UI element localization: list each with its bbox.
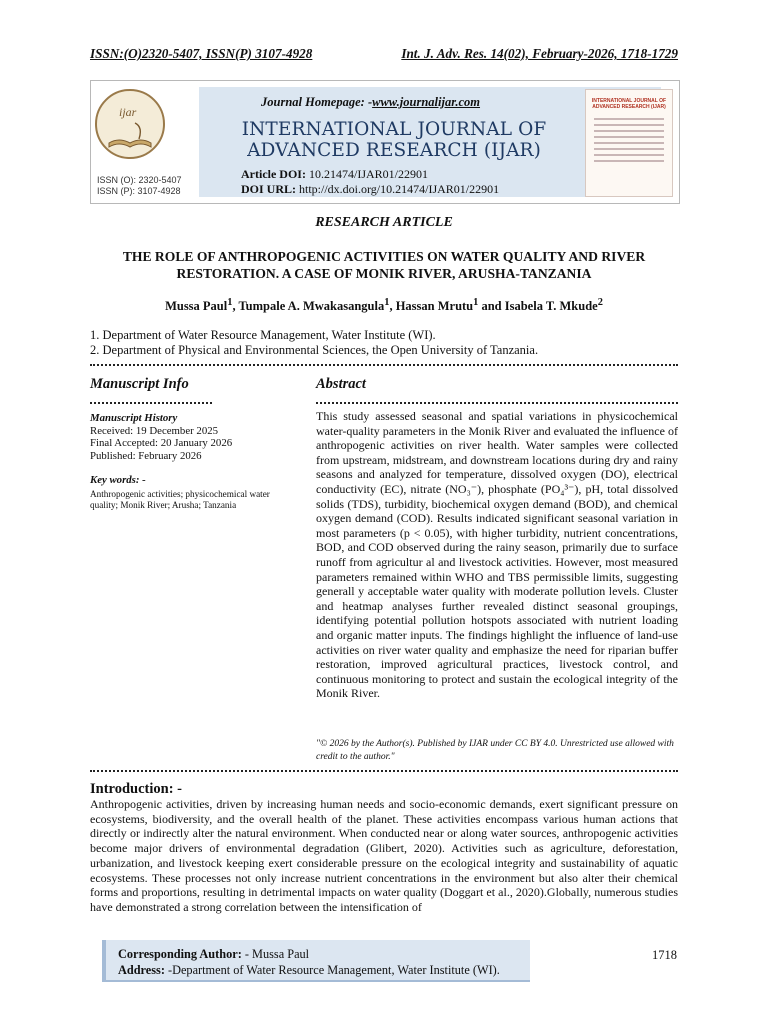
accepted-date: Final Accepted: 20 January 2026 [90, 437, 233, 449]
homepage-link[interactable]: www.journalijar.com [372, 95, 481, 109]
article-type: RESEARCH ARTICLE [315, 215, 453, 230]
journal-logo [95, 89, 165, 159]
divider [90, 364, 678, 376]
journal-cover-thumbnail: INTERNATIONAL JOURNAL OF ADVANCED RESEARCH (IJAR) [585, 89, 673, 197]
introduction-heading: Introduction: - [90, 781, 182, 797]
paper-title: THE ROLE OF ANTHROPOGENIC ACTIVITIES ON WATER QUALITY AND RIVER RESTORATION. A CASE OF MONIK RIVER, ARUSHA-TANZANIA [122, 249, 646, 281]
running-header [90, 46, 678, 62]
quill-book-icon [105, 121, 155, 151]
issn-line: ISSN:(O)2320-5407, ISSN(P) 3107-4928 [90, 46, 313, 61]
affiliation-2: 2. Department of Physical and Environmental Sciences, the Open University of Tanzania. [90, 343, 539, 357]
journal-homepage: Journal Homepage: -www.journalijar.com [261, 95, 481, 109]
keywords: Anthropogenic activities; physicochemical water quality; Monik River; Arusha; Tanzania [90, 488, 270, 510]
received-date: Received: 19 December 2025 [90, 424, 219, 437]
journal-banner [90, 80, 680, 204]
doi-value: 10.21474/IJAR01/22901 [308, 167, 428, 181]
page-number: 1718 [652, 948, 677, 962]
affiliations [90, 328, 678, 358]
banner-issn: ISSN (O): 2320-5407 ISSN (P): 3107-4928 [97, 175, 182, 196]
manuscript-info [90, 412, 290, 512]
affiliation-1: 1. Department of Water Resource Management, Water Institute (WI). [90, 328, 436, 342]
introduction-text: Anthropogenic activities, driven by increasing human needs and socio-economic demands, exert significant pressure on ecosystems, biodiversity, and the overall health of the planet. These activities encompass various human actions that directly or indirectly alter the natural environment. When conducted near or along water sources, anthropogenic activities become major drivers of environmental degradation (Glibert, 2020). Activities such as agriculture, deforestation, urbanization, and livestock keeping exert considerable pressure on the ecological integrity and sustainability of aquatic ecosystems. These processes not only increase nutrient concentrations in the environment but also alter their chemical forms and proportions, resulting in detrimental impacts on water quality (Doggart et al., 2020).Globally, numerous studies have demonstrated a strong correlation between the intensification of [90, 797, 678, 914]
divider [90, 402, 212, 404]
journal-title: INTERNATIONAL JOURNAL OF ADVANCED RESEARCH (IJAR) [241, 119, 547, 161]
keywords-label: Key words: - [90, 474, 146, 486]
corresponding-author-box: Corresponding Author: - Mussa Paul Address: -Department of Water Resource Management, Water Institute (WI). [102, 940, 530, 982]
doi-url[interactable]: http://dx.doi.org/10.21474/IJAR01/22901 [299, 182, 500, 196]
corresponding-author: - Mussa Paul [241, 947, 310, 961]
divider [316, 402, 678, 404]
published-date: Published: February 2026 [90, 449, 202, 462]
author-address: -Department of Water Resource Management, Water Institute (WI). [164, 963, 500, 977]
history-label: Manuscript History [90, 412, 178, 424]
abstract-heading: Abstract [316, 376, 366, 392]
abstract-text: This study assessed seasonal and spatial variations in physicochemical water-quality parameters in the Monik River and evaluated the influence of anthropogenic activities on river health. Water samples were collected from upstream, midstream, and downstream locations during dry and rainy seasons and analyzed for temperature, dissolved oxygen (DO), electrical conductivity (EC), nitrate (NO₃⁻), phosphate (PO₄³⁻), pH, total dissolved solids (TDS), turbidity, biochemical oxygen demand (BOD), and chemical oxygen demand (COD). Results indicated significant seasonal variation in most parameters (p < 0.05), with higher turbidity, nutrient concentrations, BOD, and COD observed during the rainy season, primarily due to surface runoff from agricultur al and livestock activities. However, most measured parameters remained within WHO and TBS permissible limits, suggesting generall y acceptable water quality with moderate pollution levels. Cluster and heatmap analyses further revealed distinct seasonal groupings, identifying potential pollution hotspots associated with nutrient loading and organic matter inputs. The findings highlight the influence of land-use activities on river water quality and emphasize the need for riparian buffer restoration, improved agricultural practices, livestock control, and continuous monitoring to protect and sustain the ecological integrity of the Monik River. [316, 409, 678, 701]
author-list: Mussa Paul$^1$, Tumpale A. Mwakasangula$^1$, Hassan Mrutu$^1$ and Isabela T. Mkude$^2$ [165, 297, 603, 314]
citation-line: Int. J. Adv. Res. 14(02), February-2026, 1718-1729 [401, 46, 678, 61]
manuscript-info-heading: Manuscript Info [90, 376, 189, 392]
license-note: "© 2026 by the Author(s). Published by IJAR under CC BY 4.0. Unrestricted use allowed with credit to the author." [316, 739, 674, 762]
doi-block: Article DOI: 10.21474/IJAR01/22901 DOI URL: http://dx.doi.org/10.21474/IJAR01/22901 [241, 167, 500, 196]
logo-text: ijar [119, 105, 137, 119]
